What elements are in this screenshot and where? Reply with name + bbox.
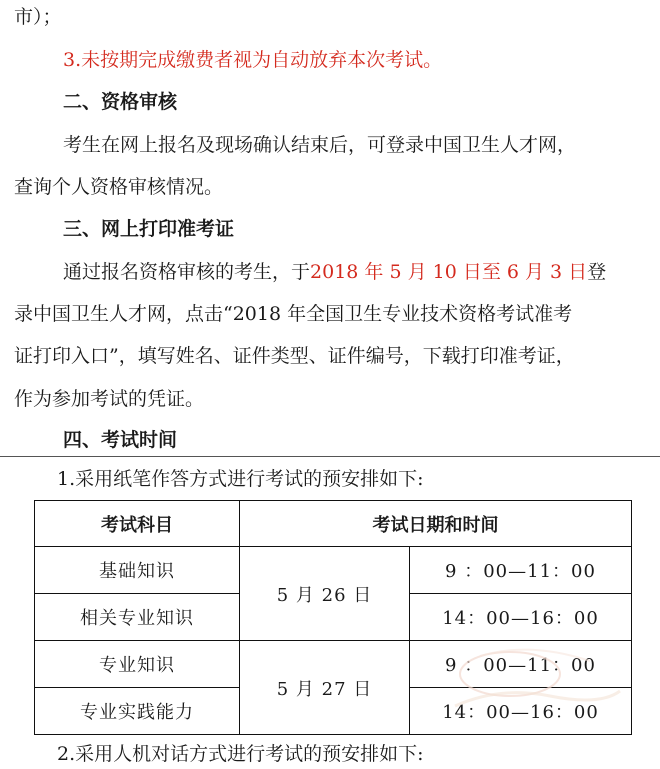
paragraph-text: 登: [587, 261, 607, 283]
paragraph-line: 录中国卫生人才网，点击“2018 年全国卫生专业技术资格考试准考: [14, 303, 573, 325]
exam-arrangement-computer: 2.采用人机对话方式进行考试的预安排如下:: [57, 743, 424, 765]
table-header-row: [35, 501, 632, 547]
section-heading-admission-ticket: 三、网上打印准考证: [63, 218, 235, 240]
header-subject: 考试科目: [35, 501, 240, 547]
notice-item-3: 3.未按期完成缴费者视为自动放弃本次考试。: [63, 49, 443, 71]
text-line-top: 市）；: [14, 6, 62, 28]
cell-subject: 相关专业知识: [35, 594, 240, 641]
cell-date: 5 月 27 日: [240, 641, 410, 735]
page-divider: [0, 456, 660, 457]
paragraph-line: 证打印入口”，填写姓名、证件类型、证件编号，下载打印准考证，: [14, 345, 575, 367]
cell-subject: 专业知识: [35, 641, 240, 688]
paragraph-line: 查询个人资格审核情况。: [14, 176, 224, 198]
section-heading-exam-time: 四、考试时间: [63, 429, 178, 451]
table-row: [35, 547, 632, 594]
section-heading-qualification: 二、资格审核: [63, 91, 178, 113]
cell-date: 5 月 26 日: [240, 547, 410, 641]
header-datetime: 考试日期和时间: [240, 501, 632, 547]
exam-arrangement-paper: 1.采用纸笔作答方式进行考试的预安排如下:: [57, 468, 424, 490]
cell-subject: 专业实践能力: [35, 688, 240, 735]
paragraph-line: [63, 259, 606, 285]
cell-time: 9 ：00—11：00: [410, 641, 632, 688]
exam-schedule-table: [34, 500, 632, 735]
print-date-range: 2018 年 5 月 10 日至 6 月 3 日: [310, 261, 588, 283]
cell-subject: 基础知识: [35, 547, 240, 594]
cell-time: 14：00—16：00: [410, 594, 632, 641]
paragraph-line: 作为参加考试的凭证。: [14, 388, 205, 410]
paragraph-text: 通过报名资格审核的考生，于: [63, 261, 311, 283]
cell-time: 14：00—16：00: [410, 688, 632, 735]
cell-time: 9 ：00—11：00: [410, 547, 632, 594]
table-row: [35, 641, 632, 688]
paragraph-line: 考生在网上报名及现场确认结束后，可登录中国卫生人才网，: [63, 134, 577, 156]
